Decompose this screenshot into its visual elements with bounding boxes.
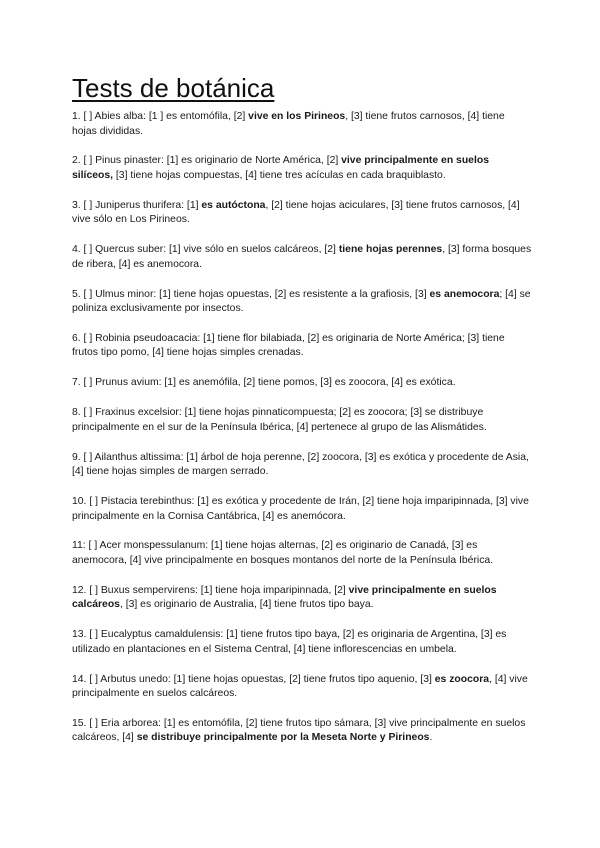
highlighted-answer: es autóctona: [201, 199, 266, 211]
highlighted-answer: vive principalmente en suelos silíceos,: [72, 155, 489, 181]
question-text: 11: [ ] Acer monspessulanum: [1] tiene hojas alternas, [2] es originario de Canadá, [3] es anemocora, [4] vive principalmente en bosques montanos del norte de la Península Ibérica.: [72, 540, 494, 566]
question-item: [72, 628, 532, 657]
question-text: 1. [ ] Abies alba: [1 ] es entomófila, [2]: [72, 111, 249, 122]
question-item: [72, 199, 532, 228]
question-text: , [3] es originario de Australia, [4] tiene frutos tipo baya.: [119, 599, 374, 611]
question-item: [72, 495, 532, 524]
document-title: Tests de botánica: [72, 73, 275, 103]
highlighted-answer: vive en los Pirineos: [248, 111, 346, 122]
question-item: [72, 673, 532, 702]
question-text: 6. [ ] Robinia pseudoacacia: [1] tiene flor bilabiada, [2] es originaria de Norte América; [3] tiene frutos tipo pomo, [4] tiene hojas simples crenadas.: [72, 332, 505, 359]
question-list: [72, 110, 532, 746]
question-text: 13. [ ] Eucalyptus camaldulensis: [1] tiene frutos tipo baya, [2] es originaria de Argentina, [3] es utilizado en plantaciones en el Sistema Central, [4] tiene inflorescencias en umbela.: [72, 629, 507, 655]
question-text: 2. [ ] Pinus pinaster: [1] es originario de Norte América, [2]: [72, 155, 342, 167]
question-text: 3. [ ] Juniperus thurifera: [1]: [72, 199, 202, 211]
question-item: [72, 154, 532, 183]
question-item: [72, 451, 532, 480]
question-text: 12. [ ] Buxus sempervirens: [1] tiene hoja imparipinnada, [2]: [72, 584, 349, 596]
question-text: ; [4] se poliniza exclusivamente por insectos.: [72, 288, 531, 315]
highlighted-answer: vive principalmente en suelos calcáreos: [72, 584, 497, 611]
highlighted-answer: se distribuye principalmente por la Meseta Norte y Pirineos: [136, 732, 430, 744]
question-item: [72, 288, 532, 317]
question-text: 9. [ ] Ailanthus altissima: [1] árbol de hoja perenne, [2] zoocora, [3] es exótica y procedente de Asia, [4] tiene hojas simples de margen serrado.: [72, 451, 529, 478]
question-text: 14. [ ] Arbutus unedo: [1] tiene hojas opuestas, [2] tiene frutos tipo aquenio, [3]: [72, 673, 435, 685]
question-text: 7. [ ] Prunus avium: [1] es anemófila, [2] tiene pomos, [3] es zoocora, [4] es exótica.: [72, 377, 456, 389]
question-item: [72, 539, 532, 568]
question-text: 5. [ ] Ulmus minor: [1] tiene hojas opuestas, [2] es resistente a la grafiosis, [3]: [72, 288, 430, 300]
question-text: 15. [ ] Eria arborea: [1] es entomófila, [2] tiene frutos tipo sámara, [3] vive principalmente en suelos calcáreos, [4]: [72, 717, 526, 744]
question-text: 4. [ ] Quercus suber: [1] vive sólo en suelos calcáreos, [2]: [72, 244, 339, 256]
highlighted-answer: es zoocora: [434, 673, 490, 685]
question-text: [3] tiene hojas compuestas, [4] tiene tres acículas en cada braquiblasto.: [113, 169, 446, 181]
question-item: [72, 584, 532, 613]
question-text: 10. [ ] Pistacia terebinthus: [1] es exótica y procedente de Irán, [2] tiene hoja imparipinnada, [3] vive principalmente en la Cornisa Cantábrica, [4] es anemócora.: [72, 496, 529, 522]
question-item: [72, 110, 532, 139]
question-item: [72, 376, 532, 391]
question-text: , [3] tiene frutos carnosos, [4] tiene hojas divididas.: [72, 111, 505, 137]
highlighted-answer: es anemocora: [429, 288, 500, 300]
question-text: , [4] vive principalmente en suelos calcáreos.: [72, 673, 528, 700]
question-text: .: [429, 732, 433, 744]
question-item: [72, 332, 532, 361]
highlighted-answer: tiene hojas perennes: [338, 244, 443, 256]
document-page: [72, 72, 532, 761]
question-item: [72, 717, 532, 746]
question-text: , [3] forma bosques de ribera, [4] es anemocora.: [72, 244, 532, 270]
question-item: [72, 243, 532, 272]
question-text: , [2] tiene hojas aciculares, [3] tiene frutos carnosos, [4] vive sólo en Los Pirineos.: [72, 199, 520, 226]
question-text: 8. [ ] Fraxinus excelsior: [1] tiene hojas pinnaticompuesta; [2] es zoocora; [3] se distribuye principalmente en el sur de la Península Ibérica, [4] pertenece al grupo de las Alismátides.: [72, 407, 487, 433]
question-item: [72, 406, 532, 435]
